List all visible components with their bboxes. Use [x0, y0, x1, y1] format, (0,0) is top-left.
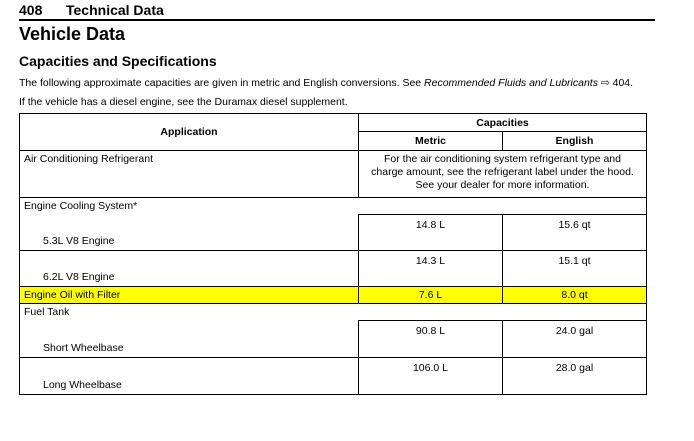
cooling-6-2-metric: 14.3 L	[359, 251, 503, 287]
table-row-highlighted	[20, 287, 647, 304]
cooling-5-3-english: 15.6 qt	[503, 215, 647, 251]
table-row	[20, 151, 647, 198]
col-header-english: English	[503, 132, 647, 151]
page-number: 408	[19, 2, 43, 18]
intro-text: The following approximate capacities are given in metric and English conversions. See	[19, 77, 425, 89]
cooling-5-3-label: 5.3L V8 Engine	[20, 215, 359, 251]
table-row	[20, 215, 647, 251]
section-title: Technical Data	[66, 2, 164, 18]
table-row	[20, 198, 647, 215]
fuel-short-label: Short Wheelbase	[20, 321, 359, 358]
table-row	[20, 321, 647, 358]
ac-note: For the air conditioning system refrigerant type and charge amount, see the refrigerant label under the hood. See your dealer for more information.	[359, 151, 647, 198]
oil-metric: 7.6 L	[359, 287, 503, 304]
fuel-short-english: 24.0 gal	[503, 321, 647, 358]
fuel-long-metric: 106.0 L	[359, 358, 503, 395]
cooling-label: Engine Cooling System*	[20, 198, 647, 215]
col-header-capacities: Capacities	[359, 114, 647, 132]
ac-label: Air Conditioning Refrigerant	[20, 151, 359, 198]
page-title: Vehicle Data	[19, 24, 126, 44]
intro-line-1	[19, 77, 633, 89]
table-row	[20, 251, 647, 287]
page-header	[19, 2, 655, 21]
section-subtitle: Capacities and Specifications	[19, 53, 217, 69]
fuel-long-label: Long Wheelbase	[20, 358, 359, 395]
page-reference: ⇨ 404.	[597, 77, 634, 89]
cooling-6-2-english: 15.1 qt	[503, 251, 647, 287]
cooling-6-2-label: 6.2L V8 Engine	[20, 251, 359, 287]
col-header-metric: Metric	[359, 132, 503, 151]
fuel-long-english: 28.0 gal	[503, 358, 647, 395]
cooling-5-3-metric: 14.8 L	[359, 215, 503, 251]
col-header-application: Application	[20, 114, 359, 151]
intro-line-2: If the vehicle has a diesel engine, see the Duramax diesel supplement.	[19, 96, 348, 108]
fuel-label: Fuel Tank	[20, 304, 647, 321]
table-row	[20, 358, 647, 395]
fuel-short-metric: 90.8 L	[359, 321, 503, 358]
capacities-table	[19, 113, 647, 395]
oil-label: Engine Oil with Filter	[20, 287, 359, 304]
fluids-reference-link[interactable]: Recommended Fluids and Lubricants	[424, 77, 598, 89]
table-row	[20, 304, 647, 321]
oil-english: 8.0 qt	[503, 287, 647, 304]
